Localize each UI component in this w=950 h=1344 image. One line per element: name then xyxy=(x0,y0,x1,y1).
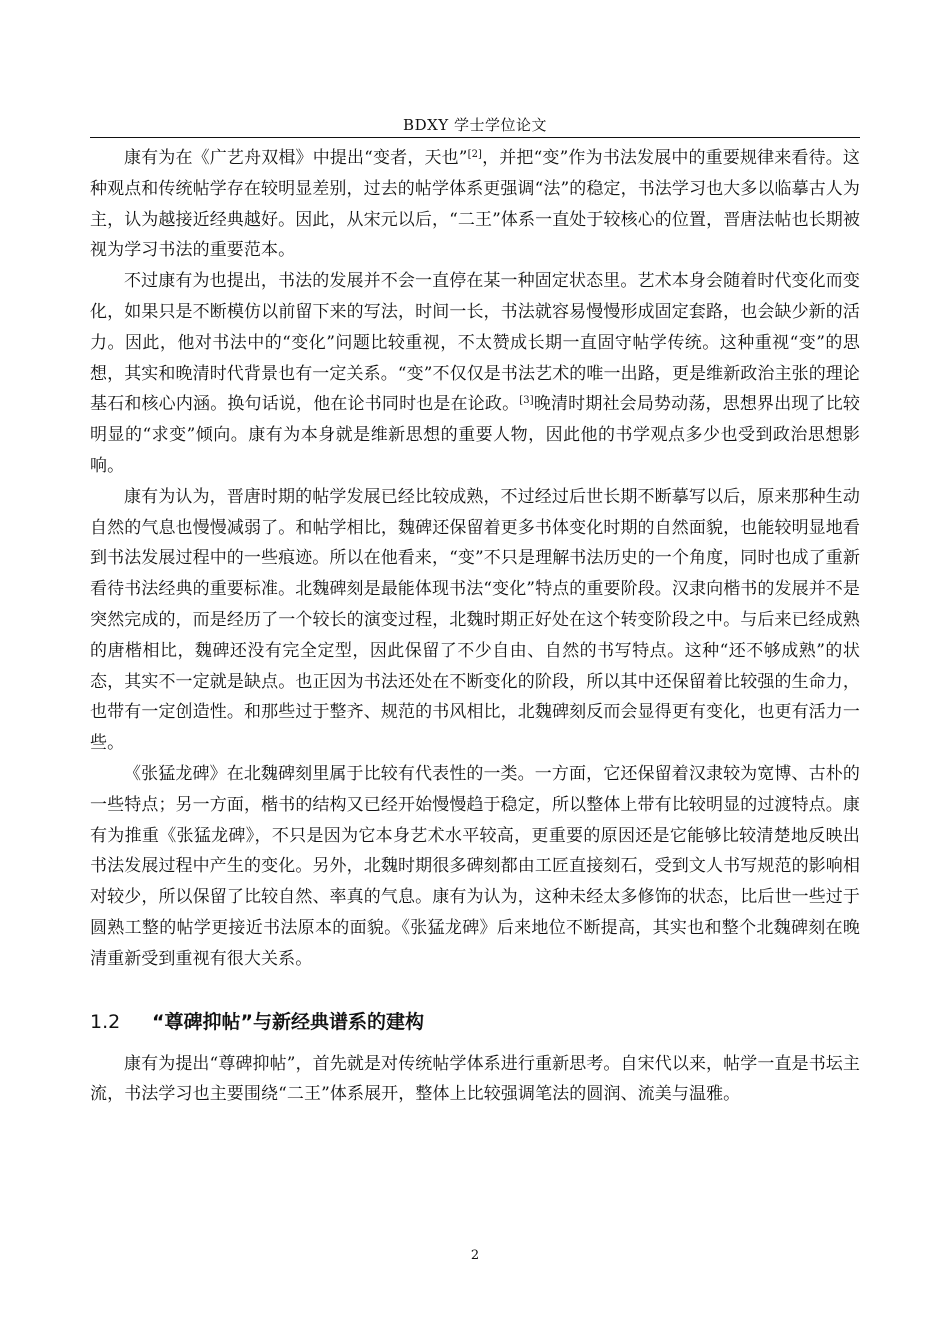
paragraph-5: 康有为提出“尊碑抑帖”，首先就是对传统帖学体系进行重新思考。自宋代以来，帖学一直是书坛主流，书法学习也主要围绕“二王”体系展开，整体上比较强调笔法的圆润、流美与温雅。 xyxy=(90,1053,860,1105)
paragraph-3: 康有为认为，晋唐时期的帖学发展已经比较成熟，不过经过后世长期不断摹写以后，原来那种生动自然的气息也慢慢减弱了。和帖学相比，魏碑还保留着更多书体变化时期的自然面貌，也能较明显地看到书法发展过程中的一些痕迹。所以在他看来，“变”不只是理解书法历史的一个角度，同时也成了重新看待书法经典的重要标准。北魏碑刻是最能体现书法“变化”特点的重要阶段。汉隶向楷书的发展并不是突然完成的，而是经历了一个较长的演变过程，北魏时期正好处在这个转变阶段之中。与后来已经成熟的唐楷相比，魏碑还没有完全定型，因此保留了不少自由、自然的书写特点。这种“还不够成熟”的状态，其实不一定就是缺点。也正因为书法还处在不断变化的阶段，所以其中还保留着比较强的生命力，也带有一定创造性。和那些过于整齐、规范的书风相比，北魏碑刻反而会显得更有变化，也更有活力一些。 xyxy=(90,486,860,754)
section-number: 1.2 xyxy=(90,1010,121,1033)
section-title: “尊碑抑帖”与新经典谱系的建构 xyxy=(152,1010,424,1033)
paragraph-1-text-b: ，并把“变”作为书法发展中的重要规律来看待。这种观点和传统帖学存在较明显差别，过去的帖学体系更强调“法”的稳定，书法学习也大多以临摹古人为主，认为越接近经典越好。因此，从宋元以后，“二王”体系一直处于较核心的位置，晋唐法帖也长期被视为学习书法的重要范本。 xyxy=(90,148,860,261)
paragraph-1-text-a: 康有为在《广艺舟双楫》中提出“变者，天也” xyxy=(124,148,468,168)
running-header: BDXY 学士学位论文 xyxy=(403,116,547,134)
paragraph-2-text-a: 不过康有为也提出，书法的发展并不会一直停在某一种固定状态里。艺术本身会随着时代变化而变化，如果只是不断模仿以前留下来的写法，时间一长，书法就容易慢慢形成固定套路，也会缺少新的活力。因此，他对书法中的“变化”问题比较重视，不太赞成长期一直固守帖学传统。这种重视“变”的思想，其实和晚清时代背景也有一定关系。“变”不仅仅是书法艺术的唯一出路，更是维新政治主张的理论基石和核心内涵。换句话说，他在论书同时也是在论政。 xyxy=(90,271,860,415)
paragraph-2-text-b: 晚清时期社会局势动荡，思想界出现了比较明显的“求变”倾向。康有为本身就是维新思想的重要人物，因此他的书学观点多少也受到政治思想影响。 xyxy=(90,394,860,476)
paragraph-1 xyxy=(90,143,860,266)
body-text xyxy=(90,143,860,1110)
section-heading xyxy=(90,1009,860,1035)
citation-ref-3: [3] xyxy=(519,395,534,407)
page-number: 2 xyxy=(470,1248,480,1263)
paragraph-4: 《张猛龙碑》在北魏碑刻里属于比较有代表性的一类。一方面，它还保留着汉隶较为宽博、古朴的一些特点；另一方面，楷书的结构又已经开始慢慢趋于稳定，所以整体上带有比较明显的过渡特点。康有为推重《张猛龙碑》，不只是因为它本身艺术水平较高，更重要的原因还是它能够比较清楚地反映出书法发展过程中产生的变化。另外，北魏时期很多碑刻都由工匠直接刻石，受到文人书写规范的影响相对较少，所以保留了比较自然、率真的气息。康有为认为，这种未经太多修饰的状态，比后世一些过于圆熟工整的帖学更接近书法原本的面貌。《张猛龙碑》后来地位不断提高，其实也和整个北魏碑刻在晚清重新受到重视有很大关系。 xyxy=(90,763,860,969)
paragraph-2 xyxy=(90,266,860,482)
header-rule xyxy=(90,137,860,138)
citation-ref-2: [2] xyxy=(467,149,483,160)
